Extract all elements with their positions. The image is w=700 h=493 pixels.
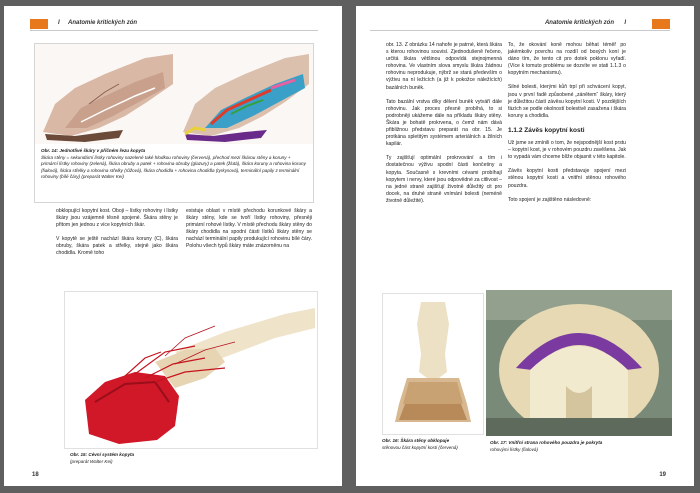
figure-15-caption-title: Obr. 15: Cévní systém kopyta	[70, 452, 135, 457]
paragraph: Toto spojení je zajištěno následovně:	[508, 196, 592, 203]
paragraph: Závěs kopytní kosti představuje spojení mezi stěnou kopytní kosti a vnitřní stěnou rohového pouzdra.	[508, 168, 626, 189]
page-header	[370, 18, 670, 31]
paragraph: Už jsme se zmínili o tom, že nejspodnější kost prstu – kopytní kost, je v rohovém pouzdru zavěšena. Jak to vypadá vám chceme blíže objasnit v této kapitole.	[508, 140, 626, 161]
figure-17-caption-title: Obr. 17: Vnitřní strana rohového pouzdra je pokryta	[490, 440, 603, 445]
left-column-2	[186, 208, 312, 258]
figure-14-caption	[41, 148, 307, 181]
figure-16	[382, 293, 484, 435]
page-number: 18	[32, 472, 39, 478]
right-column-1	[386, 42, 502, 212]
header-separator: I	[58, 20, 60, 26]
figure-17-caption-body: rohovými lístky (fialová)	[490, 446, 538, 452]
figure-14-image	[35, 44, 313, 144]
paragraph: V kopytě se ještě nachází škára koruny (C), škára obruby, škára patek a střelky, stejně jako škára chodidla. Kromě toho	[56, 236, 178, 257]
left-column-1	[56, 208, 178, 265]
page-number: 19	[659, 472, 666, 478]
left-page	[4, 6, 342, 486]
header-title: Anatomie kritických zón	[68, 20, 138, 26]
paragraph: To, že okování koně mohou běhat téměř po jakémkoliv povrchu na rozdíl od bosých koní je dáno tím, že tento cit pro dotek poklonu vyřadí. (Více k tomuto problému se dozvíte ve stati 1.1.3 o kopytním mechanismu).	[508, 42, 626, 77]
paragraph: Ty zajišťují optimální prokrvování a tím i dostatečnou výživu spodní části končetiny a kopyta. Současně s krevními cévami probíhají kopytem i nervy, které jsou odpovědné za citlivost – na jedné straně zajišťují životně důležitý cit pro docek, na druhé straně vnímání bolesti (neméně životně důležité).	[386, 155, 502, 204]
figure-14-caption-body: Škára stěny = sekundární lístky rohoviny nazelené také hlodkou rohoviny (červená), přechod mezi škárou stěny a koruny + primární lístky rohoviny (zelená), škára obruby a patek + rohovina obruby (glazury) a patek (žlutá), škára koruny a rohovina koruny (fialová), škára střelky a rohovina střelky (růžová), škára chodidla + rohovina chodidla (tyrkysová), terminální papily z terminální rohoviny (bílé čáry) (preparát Walter Kei)	[41, 154, 306, 179]
paragraph: obr. 13. Z obrázku 14 nahoře je patrné, která škára s kterou rohovinou souvisí. Zjednodušeně řečeno, určitá škára většinou odpovídá stejnojmenná rohovina. Ve vlastním slova smyslu škára žádnou rohovinu neprodukuje, nýbrž se stará především o výživu na ní ležících (a již k pokožce náležících) bazálních buněk.	[386, 42, 502, 91]
right-page	[356, 6, 694, 486]
figure-16-caption-title: Obr. 16: Škára stěny obklopuje	[382, 438, 450, 443]
figure-15-caption-body: (preparát Walter Kei)	[70, 458, 113, 464]
figure-15-caption	[70, 452, 270, 465]
figure-17	[486, 290, 672, 436]
figure-16-caption	[382, 438, 492, 451]
page-header	[30, 18, 318, 31]
right-column-2	[508, 42, 626, 211]
paragraph: obklopující kopytní kost. Oboji – lístky rohoviny i lístky škáry jsou vzájemně těsně spojené. Škára stěny je přitom jen jednou z více kopytních škár.	[56, 208, 178, 229]
chapter-tab	[30, 19, 48, 29]
figure-15-image	[65, 292, 317, 448]
figure-14-caption-title: Obr. 14: Jednotlivé škáry v příčném řezu kopyta	[41, 148, 146, 153]
figure-14	[34, 43, 314, 203]
paragraph: Tato bazální vrstva díky dělení buněk vytváří dále rohovinu. Jak proces přesně probíhá, to si podrobněji ukážeme dále na příkladu škáry stěny. Škára je bohatě prokrvena, o čemž nám dává přibližnou představu preparát na obr. 15. Je protkána spletitým systémem arteriálních a žilních kapilár.	[386, 98, 502, 148]
header-title: Anatomie kritických zón	[544, 20, 614, 26]
figure-16-image	[383, 294, 483, 434]
section-title: 1.1.2 Závěs kopytní kosti	[508, 126, 585, 134]
chapter-tab	[652, 19, 670, 29]
paragraph: Silné bolesti, kterými kůň trpí při schvácení kopyt, jsou v první řadě způsobené „zánětem“ škáry, který je důležitou částí závěsu kopytní kosti. V pozdějších fázích se podle okolností bolestivě zasažena i škára koruny a chodidla.	[508, 84, 626, 119]
figure-17-caption	[490, 440, 670, 453]
figure-16-caption-body: stěnovou část kopytní kosti (červená)	[382, 444, 458, 450]
figure-17-image	[486, 290, 672, 436]
paragraph: existuje oblast v místě přechodu korunkové škáry a škáry stěny, kde se tvoří lístky rohoviny, přesněji primární rohové lístky. V místě přechodu škáry stěny do škáry chodidla na spodní části lístků škáry stěny se nachází terminální papily produkující rohovinu bílé čáry. Polohu všech typů škáry máte znázorněnu na	[186, 208, 312, 250]
header-separator: I	[624, 20, 626, 26]
figure-15	[64, 291, 318, 449]
